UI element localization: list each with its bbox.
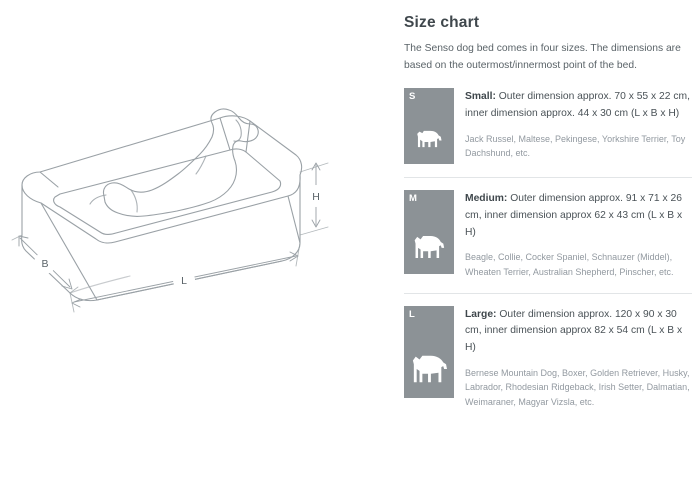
divider: [404, 177, 692, 178]
intro-text: The Senso dog bed comes in four sizes. The dimensions are based on the outermost/innermost point of the bed.: [404, 43, 681, 71]
size-breeds-small: Jack Russel, Maltese, Pekingese, Yorkshire Terrier, Toy Dachshund, etc.: [465, 133, 686, 159]
dimension-label-l: L: [181, 275, 187, 287]
size-badge-medium: [404, 190, 454, 274]
page-title: Size chart: [404, 14, 480, 31]
size-description-medium: [465, 191, 692, 241]
size-badge-letter: S: [409, 91, 416, 103]
size-name-medium: Medium:: [465, 193, 508, 205]
size-description-large: [465, 307, 692, 357]
size-text-large: [465, 306, 692, 410]
dog-silhouette-icon: [414, 125, 444, 158]
dog-silhouette-icon: [412, 231, 446, 268]
divider: [404, 293, 692, 294]
size-badge-letter: M: [409, 193, 417, 205]
size-row-large: [404, 306, 692, 410]
size-dimensions-medium: Outer dimension approx. 91 x 71 x 26 cm, inner dimension approx 62 x 43 cm (L x B x H): [465, 193, 683, 238]
size-badge-large: [404, 306, 454, 398]
dimension-label-b: B: [41, 258, 49, 270]
size-name-small: Small:: [465, 91, 496, 103]
size-description-small: [465, 89, 692, 122]
size-name-large: Large:: [465, 308, 497, 320]
size-dimensions-large: Outer dimension approx. 120 x 90 x 30 cm, inner dimension approx 82 x 54 cm (L x B x H): [465, 308, 683, 353]
size-badge-small: [404, 88, 454, 164]
dog-silhouette-icon: [410, 351, 448, 392]
size-badge-letter: L: [409, 308, 415, 320]
size-breeds-medium: Beagle, Collie, Cocker Spaniel, Schnauzer (Middel), Wheaten Terrier, Australian Shepherd, Pinscher, etc.: [465, 252, 674, 277]
size-row-small: [404, 88, 692, 164]
size-text-small: [465, 88, 692, 161]
size-dimensions-small: Outer dimension approx. 70 x 55 x 22 cm, inner dimension approx. 44 x 30 cm (L x B x H): [465, 91, 690, 120]
dimension-label-h: H: [312, 191, 320, 203]
size-text-medium: [465, 190, 692, 279]
size-chart-panel: [404, 14, 692, 422]
size-row-medium: [404, 190, 692, 279]
size-breeds-large: Bernese Mountain Dog, Boxer, Golden Retriever, Husky, Labrador, Rhodesian Ridgeback, Irish Setter, Dalmatian, Weimaraner, Magyar Vizsla, etc.: [465, 367, 690, 407]
